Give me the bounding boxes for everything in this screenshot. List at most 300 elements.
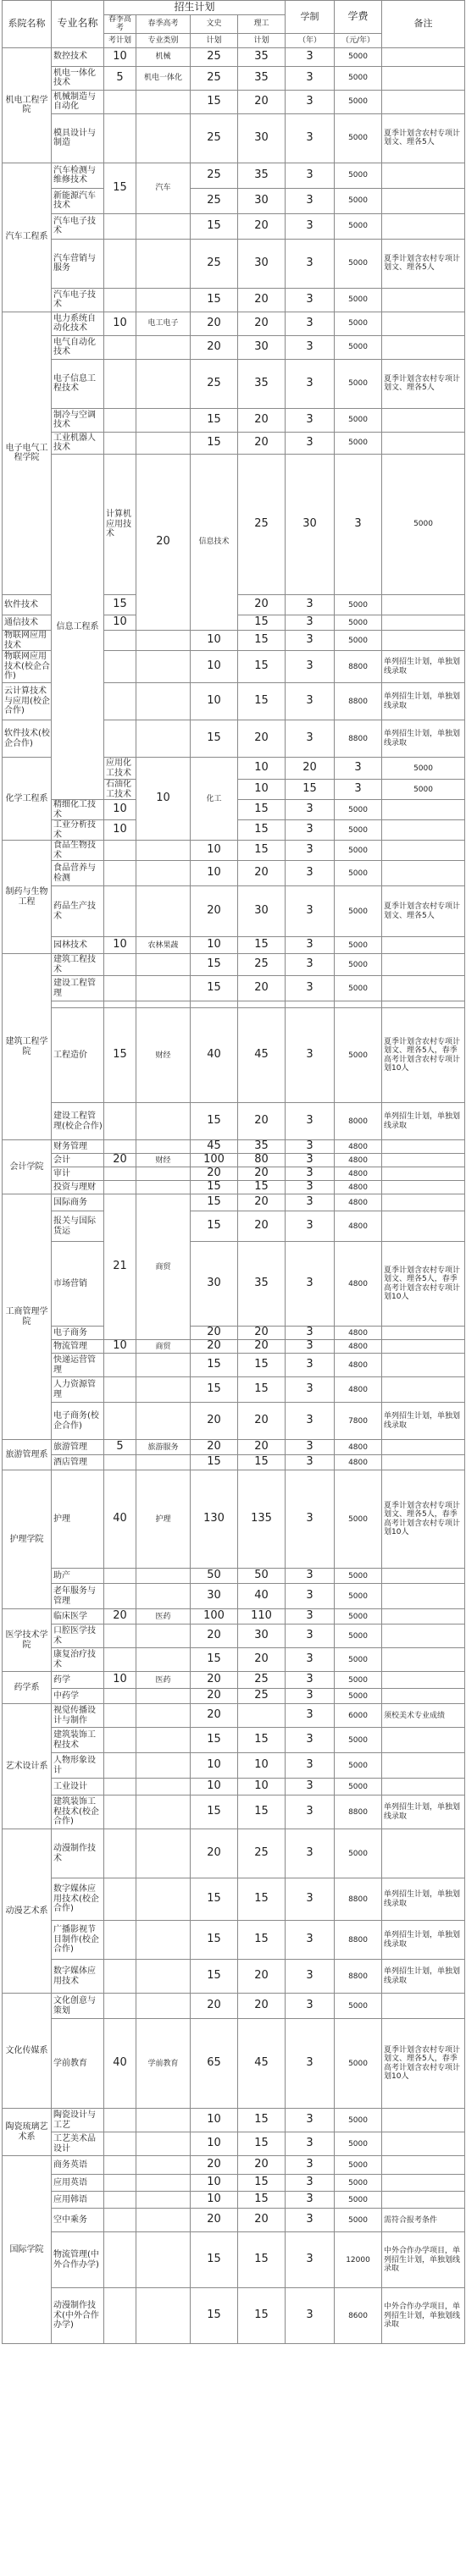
table-row — [3, 1327, 465, 1340]
li-plan-count: 35 — [238, 1140, 286, 1154]
fee-value: 5000 — [335, 2019, 382, 2109]
li-plan-count: 15 — [238, 1728, 286, 1753]
table-row — [3, 1779, 465, 1795]
spring-category — [136, 1704, 191, 1728]
header-fee-unit: （元/年） — [335, 33, 382, 47]
remark-text: 单列招生计划，单独划线录取 — [382, 1960, 465, 1994]
major-name: 学前教育 — [52, 2019, 104, 2109]
table-row — [3, 1584, 465, 1609]
major-name: 电力系统自动化技术 — [52, 312, 104, 335]
xuezhi-value: 3 — [286, 1704, 335, 1728]
major-name: 数字媒体应用技术 — [52, 1960, 104, 1994]
spring-category: 机电一体化 — [136, 66, 191, 90]
wen-plan-count: 20 — [191, 886, 238, 937]
spring-plan-count: 20 — [104, 1154, 136, 1167]
xuezhi-value: 3 — [286, 66, 335, 90]
header-sub-b: 专业类别 — [136, 33, 191, 47]
li-plan-count: 30 — [238, 239, 286, 288]
table-row — [3, 90, 465, 113]
spring-category — [136, 432, 191, 454]
spring-plan-count: 15 — [104, 163, 136, 213]
table-row — [3, 1008, 465, 1103]
remark-text — [382, 2132, 465, 2156]
spring-category — [136, 239, 191, 288]
xuezhi-value: 3 — [286, 1211, 335, 1242]
li-plan-count: 15 — [238, 2109, 286, 2132]
remark-text — [382, 66, 465, 90]
major-name: 新能源汽车技术 — [52, 188, 104, 213]
xuezhi-value: 3 — [286, 1354, 335, 1377]
remark-text: 单列招生计划，单独划线录取 — [382, 1403, 465, 1440]
wen-plan-count: 45 — [191, 1140, 238, 1154]
spring-plan-count — [104, 1140, 136, 1154]
header-sub-d: 计划 — [238, 33, 286, 47]
spring-category — [136, 2209, 191, 2232]
xuezhi-value: 3 — [286, 1167, 335, 1181]
major-name: 计算机应用技术 — [104, 454, 136, 595]
fee-value: 4800 — [335, 1167, 382, 1181]
spring-category — [136, 841, 191, 861]
wen-plan-count: 10 — [191, 1753, 238, 1779]
remark-text — [382, 1728, 465, 1753]
major-name: 动漫制作技术 — [52, 1829, 104, 1878]
li-plan-count: 30 — [238, 188, 286, 213]
xuezhi-value: 3 — [286, 976, 335, 1001]
xuezhi-value: 3 — [335, 454, 382, 595]
major-name: 食品生物技术 — [52, 841, 104, 861]
enrollment-table-wrapper — [2, 0, 464, 2344]
xuezhi-value: 3 — [286, 408, 335, 432]
department-name: 机电工程学院 — [3, 47, 52, 163]
department-name: 化学工程系 — [3, 758, 52, 841]
major-name: 机械制造与自动化 — [52, 90, 104, 113]
fee-value: 5000 — [335, 1470, 382, 1569]
xuezhi-value: 3 — [286, 312, 335, 335]
li-plan-count: 20 — [238, 2156, 286, 2175]
table-row — [3, 1470, 465, 1569]
wen-plan-count: 25 — [191, 163, 238, 188]
spring-category — [136, 1728, 191, 1753]
major-name: 人力资源管理 — [52, 1377, 104, 1403]
spring-category: 财经 — [136, 1008, 191, 1103]
spring-category — [136, 1648, 191, 1672]
department-name: 护理学院 — [3, 1470, 52, 1609]
remark-text — [382, 188, 465, 213]
major-name: 康复治疗技术 — [52, 1648, 104, 1672]
remark-text — [382, 47, 465, 66]
wen-plan-count: 20 — [191, 2209, 238, 2232]
li-plan-count: 20 — [238, 1167, 286, 1181]
fee-value: 5000 — [335, 800, 382, 820]
wen-plan-count: 25 — [191, 188, 238, 213]
remark-text — [382, 335, 465, 359]
spring-category — [136, 2132, 191, 2156]
spring-plan-count: 5 — [104, 1440, 136, 1455]
xuezhi-value: 3 — [286, 47, 335, 66]
spring-plan-count — [104, 213, 136, 239]
xuezhi-value: 3 — [286, 1403, 335, 1440]
spring-plan-count — [104, 113, 136, 163]
table-row — [3, 841, 465, 861]
remark-text — [382, 408, 465, 432]
li-plan-count: 30 — [238, 1624, 286, 1648]
spring-category — [136, 2232, 191, 2288]
fee-value: 5000 — [382, 780, 465, 800]
wen-plan-count: 10 — [191, 2175, 238, 2192]
major-name: 机电一体化技术 — [52, 66, 104, 90]
spring-plan-count: 40 — [104, 2019, 136, 2109]
wen-plan-count: 65 — [191, 2019, 238, 2109]
wen-plan-count: 20 — [191, 1440, 238, 1455]
spring-plan-count: 10 — [104, 1340, 136, 1354]
fee-value: 5000 — [335, 188, 382, 213]
xuezhi-value: 3 — [286, 2156, 335, 2175]
remark-text: 夏季计划含农村专项计划文、理各5人，春季高考计划含农村专项计划10人 — [382, 1008, 465, 1103]
major-name: 电子商务(校企合作) — [52, 1403, 104, 1440]
xuezhi-value: 3 — [335, 758, 382, 780]
spring-plan-count — [104, 335, 136, 359]
wen-plan-count: 25 — [191, 113, 238, 163]
fee-value: 4800 — [335, 1377, 382, 1403]
wen-plan-count: 100 — [191, 1154, 238, 1167]
spring-plan-count — [104, 1354, 136, 1377]
table-row — [3, 454, 465, 595]
wen-plan-count: 25 — [191, 359, 238, 408]
li-plan-count: 20 — [238, 312, 286, 335]
wen-plan-count: 20 — [191, 1994, 238, 2019]
spring-category — [136, 2156, 191, 2175]
fee-value: 5000 — [335, 1829, 382, 1878]
table-row — [3, 1878, 465, 1921]
xuezhi-value: 3 — [286, 720, 335, 758]
major-name: 助产 — [52, 1569, 104, 1584]
table-row — [3, 1689, 465, 1704]
spring-category — [136, 861, 191, 886]
xuezhi-value: 3 — [286, 1994, 335, 2019]
table-row — [3, 1960, 465, 1994]
xuezhi-value: 3 — [286, 1103, 335, 1140]
remark-text — [382, 1167, 465, 1181]
fee-value: 5000 — [335, 1648, 382, 1672]
spring-plan-count — [104, 2209, 136, 2232]
major-name: 药学 — [52, 1672, 104, 1689]
major-name: 汽车检测与维修技术 — [52, 163, 104, 188]
remark-text: 需符合报考条件 — [382, 2209, 465, 2232]
wen-plan-count: 15 — [191, 432, 238, 454]
major-name: 投资与理财 — [52, 1181, 104, 1194]
major-name: 云计算技术与应用(校企合作) — [3, 683, 52, 720]
fee-value: 8800 — [335, 1878, 382, 1921]
spring-category — [136, 976, 191, 1001]
fee-value: 5000 — [335, 2132, 382, 2156]
fee-value: 8800 — [335, 1960, 382, 1994]
spring-plan-count — [104, 1994, 136, 2019]
major-name: 工业机器人技术 — [52, 432, 104, 454]
spring-category — [136, 2192, 191, 2209]
remark-text: 单列招生计划，单独划线录取 — [382, 720, 465, 758]
remark-text — [382, 2175, 465, 2192]
spring-category — [136, 1829, 191, 1878]
major-name: 旅游管理 — [52, 1440, 104, 1455]
xuezhi-value: 3 — [286, 1829, 335, 1878]
li-plan-count: 110 — [238, 1609, 286, 1624]
li-plan-count: 15 — [238, 1354, 286, 1377]
li-plan-count: 15 — [238, 1181, 286, 1194]
xuezhi-value: 3 — [286, 1377, 335, 1403]
spring-plan-count — [104, 1403, 136, 1440]
major-name: 工业设计 — [52, 1779, 104, 1795]
remark-text — [382, 841, 465, 861]
wen-plan-count: 15 — [191, 213, 238, 239]
fee-value: 7800 — [335, 1403, 382, 1440]
spring-category — [136, 1921, 191, 1960]
fee-value: 8600 — [335, 2288, 382, 2344]
wen-plan-count: 20 — [191, 1327, 238, 1340]
remark-text: 夏季计划含农村专项计划文、理各5人，春季高考计划含农村专项计划10人 — [382, 2019, 465, 2109]
xuezhi-value: 3 — [286, 2192, 335, 2209]
table-row — [3, 1181, 465, 1194]
spring-plan-count — [104, 432, 136, 454]
major-name: 老年服务与管理 — [52, 1584, 104, 1609]
major-name: 工业分析技术 — [52, 820, 104, 841]
spring-category — [136, 335, 191, 359]
wen-plan-count: 15 — [191, 720, 238, 758]
spring-category — [136, 1569, 191, 1584]
fee-value: 5000 — [335, 976, 382, 1001]
remark-text — [382, 1377, 465, 1403]
table-row — [3, 1704, 465, 1728]
remark-text — [382, 861, 465, 886]
spring-category — [136, 408, 191, 432]
spring-plan-count — [104, 720, 136, 758]
wen-plan-count: 15 — [191, 408, 238, 432]
li-plan-count: 20 — [238, 1103, 286, 1140]
xuezhi-value: 3 — [286, 1648, 335, 1672]
li-plan-count: 20 — [238, 288, 286, 312]
major-name: 通信技术 — [3, 615, 52, 631]
major-name: 广播影视节目制作(校企合作) — [52, 1921, 104, 1960]
major-name: 临床医学 — [52, 1609, 104, 1624]
table-row — [3, 1194, 465, 1211]
remark-text — [382, 312, 465, 335]
fee-value: 5000 — [335, 1609, 382, 1624]
xuezhi-value: 3 — [286, 1440, 335, 1455]
spring-plan-count — [104, 886, 136, 937]
remark-text — [382, 820, 465, 841]
major-name: 建设工程管理 — [52, 976, 104, 1001]
remark-text — [382, 1689, 465, 1704]
remark-text — [382, 2192, 465, 2209]
wen-plan-count: 20 — [191, 2156, 238, 2175]
major-name: 人物形象设计 — [52, 1753, 104, 1779]
fee-value: 5000 — [382, 758, 465, 780]
wen-plan-count: 10 — [191, 937, 238, 954]
li-plan-count: 15 — [238, 2288, 286, 2344]
xuezhi-value: 3 — [286, 861, 335, 886]
major-name: 制冷与空调技术 — [52, 408, 104, 432]
major-name: 电子信息工程技术 — [52, 359, 104, 408]
wen-plan-count: 10 — [191, 1779, 238, 1795]
department-name: 制药与生物工程 — [3, 841, 52, 954]
remark-text — [382, 1181, 465, 1194]
remark-text — [382, 1211, 465, 1242]
spring-category — [136, 359, 191, 408]
table-row — [3, 239, 465, 288]
remark-text: 单列招生计划，单独划线录取 — [382, 651, 465, 683]
li-plan-count: 20 — [238, 1403, 286, 1440]
remark-text — [382, 1354, 465, 1377]
xuezhi-value: 3 — [286, 886, 335, 937]
fee-value: 4800 — [335, 1327, 382, 1340]
major-name: 数控技术 — [52, 47, 104, 66]
wen-plan-count: 10 — [191, 861, 238, 886]
header-plan: 招生计划 — [104, 1, 286, 15]
xuezhi-value: 3 — [286, 335, 335, 359]
fee-value: 4800 — [335, 1354, 382, 1377]
xuezhi-value: 3 — [286, 841, 335, 861]
spring-plan-count — [104, 1455, 136, 1470]
spring-category — [136, 954, 191, 976]
department-name: 陶瓷琉璃艺术系 — [3, 2109, 52, 2156]
spring-category — [136, 1753, 191, 1779]
department-name: 汽车工程系 — [3, 163, 52, 312]
spring-plan-count — [104, 2132, 136, 2156]
header-spring-b: 春季高考 — [136, 15, 191, 34]
fee-value: 5000 — [335, 163, 382, 188]
remark-text: 单列招生计划，单独划线录取 — [382, 1103, 465, 1140]
spring-plan-count — [104, 683, 136, 720]
header-wen: 文史 — [191, 15, 238, 34]
xuezhi-value: 3 — [286, 1242, 335, 1327]
spring-plan-count — [104, 1704, 136, 1728]
remark-text — [382, 1779, 465, 1795]
spring-category: 财经 — [136, 1154, 191, 1167]
li-plan-count: 35 — [238, 47, 286, 66]
li-plan-count: 30 — [238, 113, 286, 163]
wen-plan-count: 20 — [191, 1624, 238, 1648]
major-name: 会计 — [52, 1154, 104, 1167]
xuezhi-value: 3 — [286, 1624, 335, 1648]
major-name: 软件技术 — [3, 595, 52, 615]
table-row — [3, 1672, 465, 1689]
table-row — [3, 1340, 465, 1354]
fee-value: 5000 — [335, 312, 382, 335]
xuezhi-value: 3 — [286, 2132, 335, 2156]
remark-text: 夏季计划含农村专项计划文、理各5人 — [382, 886, 465, 937]
major-name: 财务管理 — [52, 1140, 104, 1154]
xuezhi-value: 3 — [286, 1140, 335, 1154]
xuezhi-value: 3 — [286, 1181, 335, 1194]
table-row — [3, 1167, 465, 1181]
wen-plan-count: 15 — [191, 1455, 238, 1470]
spring-plan-count — [104, 1921, 136, 1960]
fee-value: 5000 — [335, 359, 382, 408]
spring-plan-count — [104, 2288, 136, 2344]
major-name: 食品营养与检测 — [52, 861, 104, 886]
fee-value: 5000 — [335, 820, 382, 841]
li-plan-count: 15 — [238, 1377, 286, 1403]
fee-value: 5000 — [335, 408, 382, 432]
major-name: 审计 — [52, 1167, 104, 1181]
spring-plan-count — [104, 1001, 136, 1008]
spring-plan-count — [104, 288, 136, 312]
spring-category — [136, 1001, 191, 1008]
department-name: 建筑工程学院 — [3, 954, 52, 1140]
fee-value: 5000 — [335, 2109, 382, 2132]
spring-plan-count — [104, 2232, 136, 2288]
table-row — [3, 1795, 465, 1829]
spring-category — [136, 1354, 191, 1377]
header-fee: 学费 — [335, 1, 382, 34]
remark-text — [382, 1569, 465, 1584]
li-plan-count: 135 — [238, 1470, 286, 1569]
remark-text — [382, 2156, 465, 2175]
major-name: 动漫制作技术(中外合作办学) — [52, 2288, 104, 2344]
table-row — [3, 188, 465, 213]
table-body — [3, 47, 465, 2344]
department-name: 会计学院 — [3, 1140, 52, 1194]
spring-category — [136, 1403, 191, 1440]
wen-plan-count: 15 — [191, 954, 238, 976]
spring-category: 学前教育 — [136, 2019, 191, 2109]
major-name: 模具设计与制造 — [52, 113, 104, 163]
spring-category: 机械 — [136, 47, 191, 66]
li-plan-count: 20 — [238, 595, 286, 615]
fee-value: 5000 — [335, 1994, 382, 2019]
remark-text — [382, 1994, 465, 2019]
xuezhi-value: 3 — [286, 359, 335, 408]
li-plan-count: 25 — [238, 1829, 286, 1878]
xuezhi-value: 3 — [286, 1609, 335, 1624]
li-plan-count: 20 — [286, 758, 335, 780]
remark-text — [382, 1672, 465, 1689]
department-name: 文化传媒系 — [3, 1994, 52, 2109]
wen-plan-count: 20 — [191, 1167, 238, 1181]
table-row — [3, 1829, 465, 1878]
spring-category — [136, 1779, 191, 1795]
fee-value: 5000 — [335, 1569, 382, 1584]
table-row — [3, 1753, 465, 1779]
xuezhi-value — [286, 1001, 335, 1008]
header-xuezhi: 学制 — [286, 1, 335, 34]
spring-category — [136, 1181, 191, 1194]
spring-plan-count — [104, 1167, 136, 1181]
remark-text: 夏季计划含农村专项计划文、理各5人 — [382, 359, 465, 408]
table-row — [3, 1624, 465, 1648]
table-row — [3, 66, 465, 90]
major-name: 建筑装饰工程技术(校企合作) — [52, 1795, 104, 1829]
spring-plan-count — [104, 1584, 136, 1609]
li-plan-count: 15 — [238, 800, 286, 820]
wen-plan-count: 15 — [191, 2232, 238, 2288]
spring-plan-count — [104, 90, 136, 113]
li-plan-count: 15 — [286, 780, 335, 800]
li-plan-count: 15 — [238, 683, 286, 720]
fee-value: 5000 — [335, 631, 382, 651]
remark-text — [382, 1609, 465, 1624]
fee-value: 5000 — [335, 1753, 382, 1779]
xuezhi-value: 3 — [286, 1340, 335, 1354]
table-row — [3, 163, 465, 188]
li-plan-count: 15 — [238, 1455, 286, 1470]
li-plan-count: 80 — [238, 1154, 286, 1167]
remark-text — [382, 954, 465, 976]
xuezhi-value: 3 — [286, 937, 335, 954]
xuezhi-value: 3 — [286, 1960, 335, 1994]
xuezhi-value: 3 — [286, 239, 335, 288]
wen-plan-count: 15 — [191, 1103, 238, 1140]
li-plan-count: 15 — [238, 841, 286, 861]
